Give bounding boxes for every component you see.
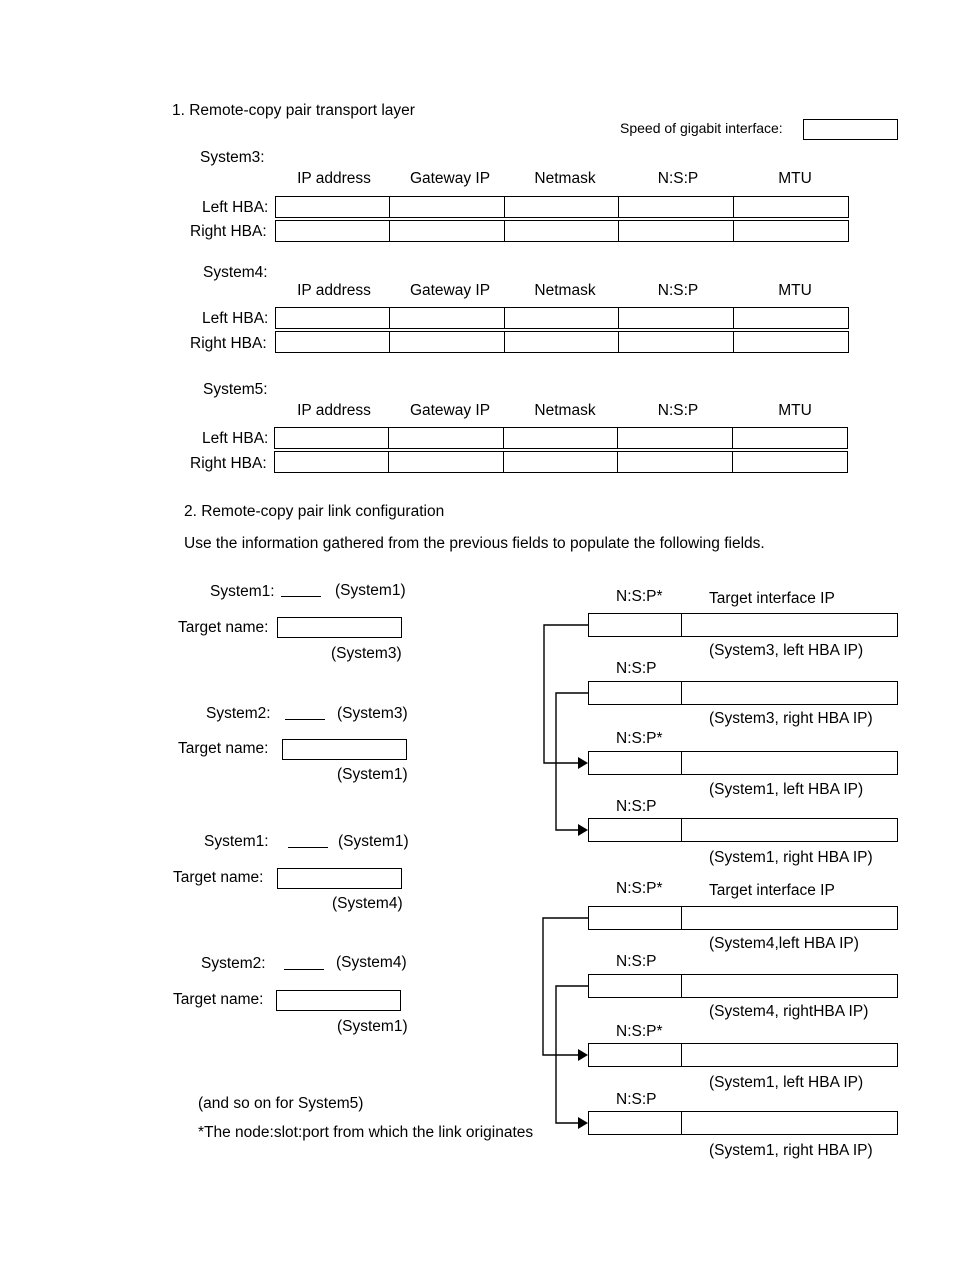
target-ref: (System1) — [337, 1018, 408, 1035]
system-ref: (System4) — [336, 954, 407, 971]
left-hba-label: Left HBA: — [202, 430, 269, 447]
system4-label: System4: — [203, 264, 268, 281]
col-netmask: Netmask — [534, 282, 596, 299]
arrowheads-group-2 — [578, 1049, 588, 1129]
link-caption: (System1, left HBA IP) — [709, 1074, 864, 1091]
nsp-star-label: N:S:P* — [616, 1023, 663, 1040]
col-mtu: MTU — [778, 402, 812, 419]
nsp-label: N:S:P — [616, 953, 657, 970]
system-label: System2: — [206, 705, 271, 722]
target-name-label: Target name: — [178, 619, 269, 636]
col-mtu: MTU — [778, 282, 812, 299]
nsp-label: N:S:P — [616, 1091, 657, 1108]
system-label: System2: — [201, 955, 266, 972]
system3-label: System3: — [200, 149, 265, 166]
col-mtu: MTU — [778, 170, 812, 187]
nsp-label: N:S:P — [616, 660, 657, 677]
connector-line — [544, 625, 588, 763]
col-ip-address: IP address — [297, 170, 371, 187]
section2-intro: Use the information gathered from the previous fields to populate the following fields. — [184, 535, 765, 552]
target-ip-header: Target interface IP — [709, 882, 835, 899]
link-caption: (System4,left HBA IP) — [709, 935, 859, 952]
left-hba-label: Left HBA: — [202, 199, 269, 216]
link-caption: (System1, right HBA IP) — [709, 849, 873, 866]
link-caption: (System3, right HBA IP) — [709, 710, 873, 727]
target-name-label: Target name: — [173, 869, 264, 886]
col-netmask: Netmask — [534, 170, 596, 187]
col-ip-address: IP address — [297, 402, 371, 419]
right-hba-label: Right HBA: — [190, 223, 267, 240]
connector-group-1 — [544, 625, 588, 830]
system-ref: (System1) — [338, 833, 409, 850]
note-and-so-on: (and so on for System5) — [198, 1095, 364, 1112]
connector-group-2 — [543, 918, 588, 1123]
target-name-label: Target name: — [173, 991, 264, 1008]
col-netmask: Netmask — [534, 402, 596, 419]
system-ref: (System3) — [337, 705, 408, 722]
note-nsp-footnote: *The node:slot:port from which the link originates — [198, 1124, 534, 1141]
target-ip-header: Target interface IP — [709, 590, 835, 607]
col-gateway-ip: Gateway IP — [409, 402, 491, 419]
right-hba-label: Right HBA: — [190, 335, 267, 352]
col-nsp: N:S:P — [657, 282, 699, 299]
arrow-right-icon — [578, 1117, 588, 1129]
speed-label: Speed of gigabit interface: — [620, 120, 783, 136]
col-nsp: N:S:P — [657, 402, 699, 419]
col-gateway-ip: Gateway IP — [409, 282, 491, 299]
target-ref: (System1) — [337, 766, 408, 783]
link-caption: (System4, rightHBA IP) — [709, 1003, 869, 1020]
link-caption: (System3, left HBA IP) — [709, 642, 864, 659]
col-nsp: N:S:P — [657, 170, 699, 187]
nsp-star-label: N:S:P* — [616, 588, 663, 605]
arrow-right-icon — [578, 757, 588, 769]
arrow-right-icon — [578, 824, 588, 836]
system-ref: (System1) — [335, 582, 406, 599]
system-label: System1: — [210, 583, 275, 600]
target-ref: (System3) — [331, 645, 402, 662]
link-caption: (System1, left HBA IP) — [709, 781, 864, 798]
nsp-star-label: N:S:P* — [616, 730, 663, 747]
target-name-label: Target name: — [178, 740, 269, 757]
system-label: System1: — [204, 833, 269, 850]
nsp-label: N:S:P — [616, 798, 657, 815]
section2-title: 2. Remote-copy pair link configuration — [184, 503, 445, 520]
nsp-star-label: N:S:P* — [616, 880, 663, 897]
right-hba-label: Right HBA: — [190, 455, 267, 472]
left-hba-label: Left HBA: — [202, 310, 269, 327]
arrowheads-group-1 — [578, 757, 588, 836]
section1-title: 1. Remote-copy pair transport layer — [172, 102, 415, 119]
system5-label: System5: — [203, 381, 268, 398]
target-ref: (System4) — [332, 895, 403, 912]
arrow-right-icon — [578, 1049, 588, 1061]
link-caption: (System1, right HBA IP) — [709, 1142, 873, 1159]
col-gateway-ip: Gateway IP — [409, 170, 491, 187]
col-ip-address: IP address — [297, 282, 371, 299]
